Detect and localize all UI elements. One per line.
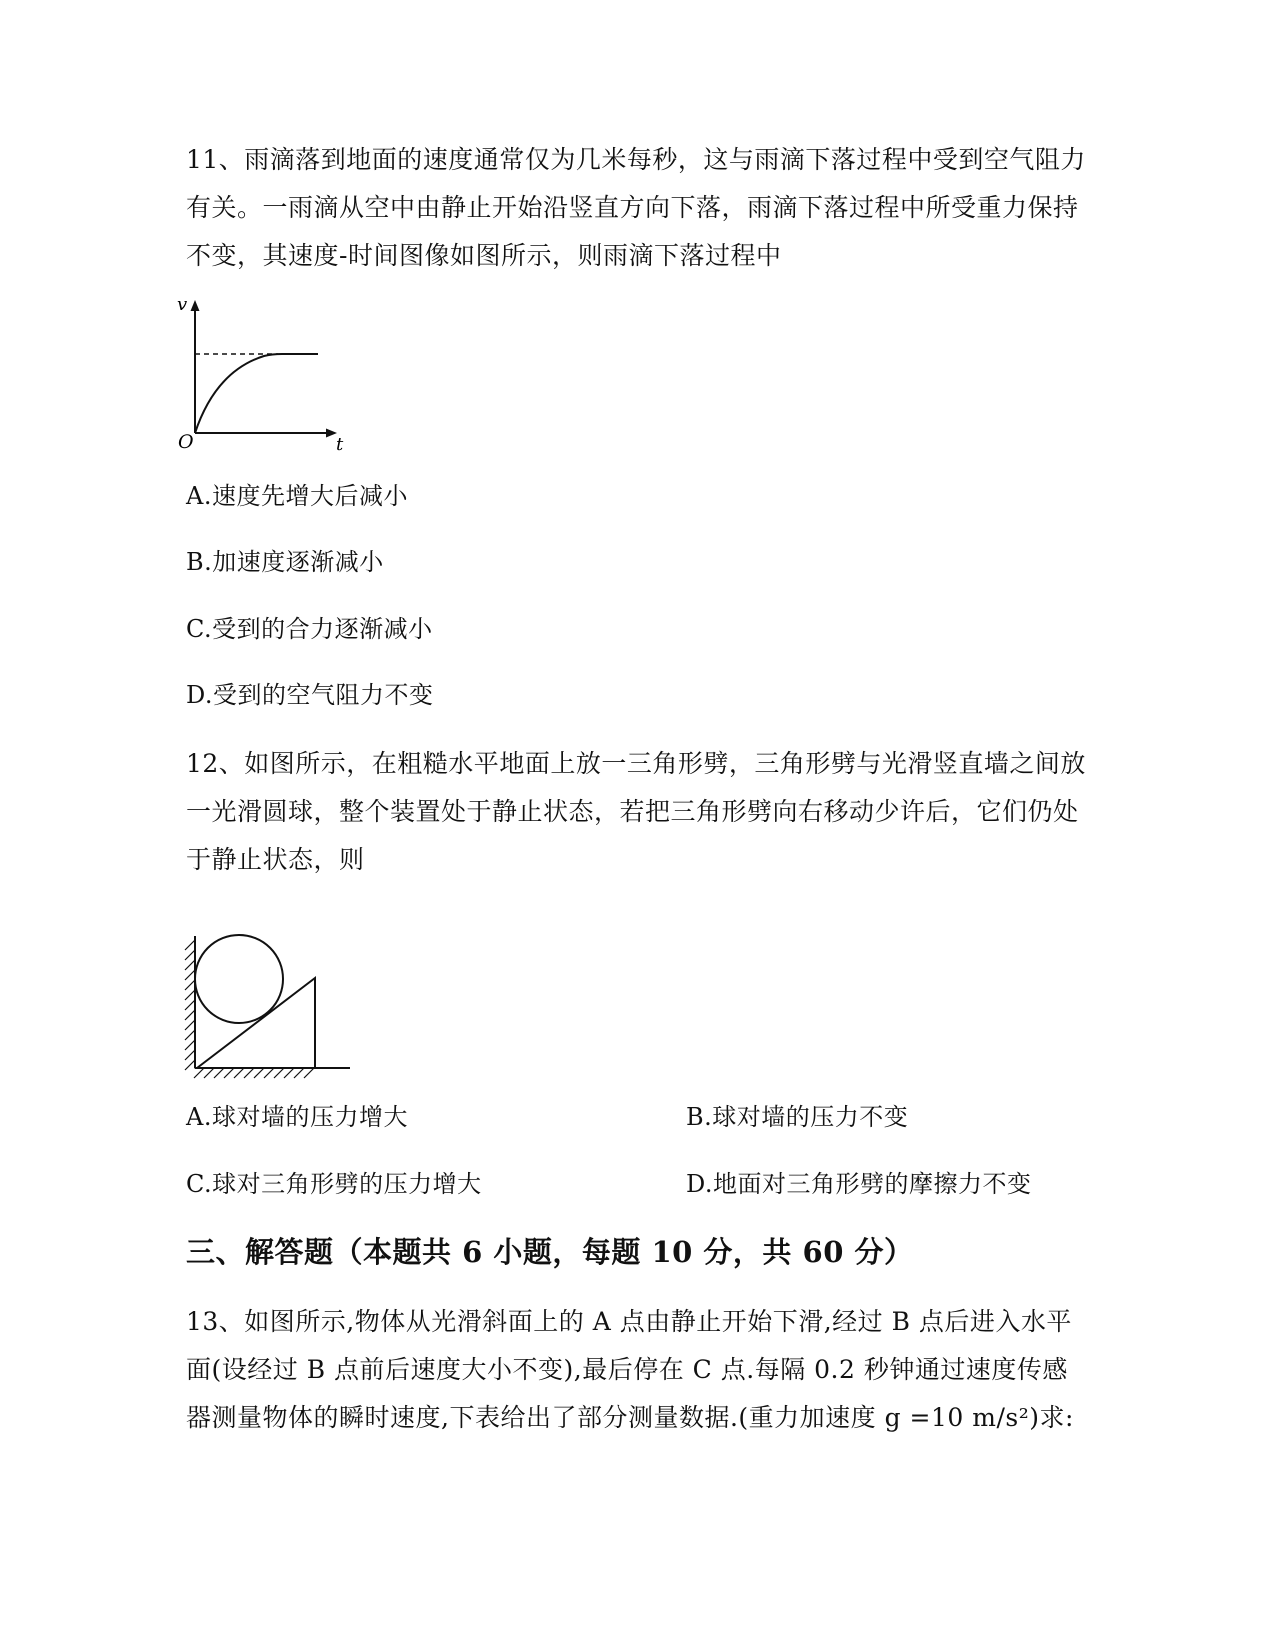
q11-option-d: D.受到的空气阻力不变 xyxy=(186,681,434,709)
q11-option-c: C.受到的合力逐渐减小 xyxy=(186,615,433,643)
wedge-ball-wall-figure xyxy=(180,930,360,1100)
ground-hatching xyxy=(194,1068,314,1078)
velocity-curve xyxy=(195,354,318,433)
v-axis-arrow xyxy=(191,300,200,311)
v-axis-label: v xyxy=(177,294,188,315)
velocity-time-graph xyxy=(168,292,358,452)
question-13-text: 13、如图所示,物体从光滑斜面上的 A 点由静止开始下滑,经过 B 点后进入水平面(设经过 B 点前后速度大小不变),最后停在 C 点.每隔 0.2 秒钟通过速度传感器测量物体的瞬时速度,下表给出了部分测量数据.(重力加速度 g =10 m/s²)求: xyxy=(186,1307,1074,1432)
triangular-wedge xyxy=(197,978,315,1068)
question-11-text: 11、雨滴落到地面的速度通常仅为几米每秒，这与雨滴下落过程中受到空气阻力有关。一雨滴从空中由静止开始沿竖直方向下落，雨滴下落过程中所受重力保持不变，其速度-时间图像如图所示，则雨滴下落过程中 xyxy=(186,145,1086,270)
section-3-heading: 三、解答题（本题共 6 小题，每题 10 分，共 60 分） xyxy=(186,1235,914,1269)
wall-hatching xyxy=(185,940,195,1070)
q11-option-a: A.速度先增大后减小 xyxy=(186,482,408,510)
question-12-text: 12、如图所示，在粗糙水平地面上放一三角形劈，三角形劈与光滑竖直墙之间放一光滑圆球，整个装置处于静止状态，若把三角形劈向右移动少许后，它们仍处于静止状态，则 xyxy=(186,749,1086,874)
q12-option-c: C.球对三角形劈的压力增大 xyxy=(186,1170,482,1198)
t-axis-label: t xyxy=(336,434,344,452)
origin-label: O xyxy=(178,431,194,452)
smooth-ball xyxy=(195,935,283,1023)
q11-option-b: B.加速度逐渐减小 xyxy=(186,548,384,576)
q12-option-a: A.球对墙的压力增大 xyxy=(186,1103,408,1131)
q12-option-b: B.球对墙的压力不变 xyxy=(686,1103,909,1131)
q12-option-d: D.地面对三角形劈的摩擦力不变 xyxy=(686,1170,1032,1198)
